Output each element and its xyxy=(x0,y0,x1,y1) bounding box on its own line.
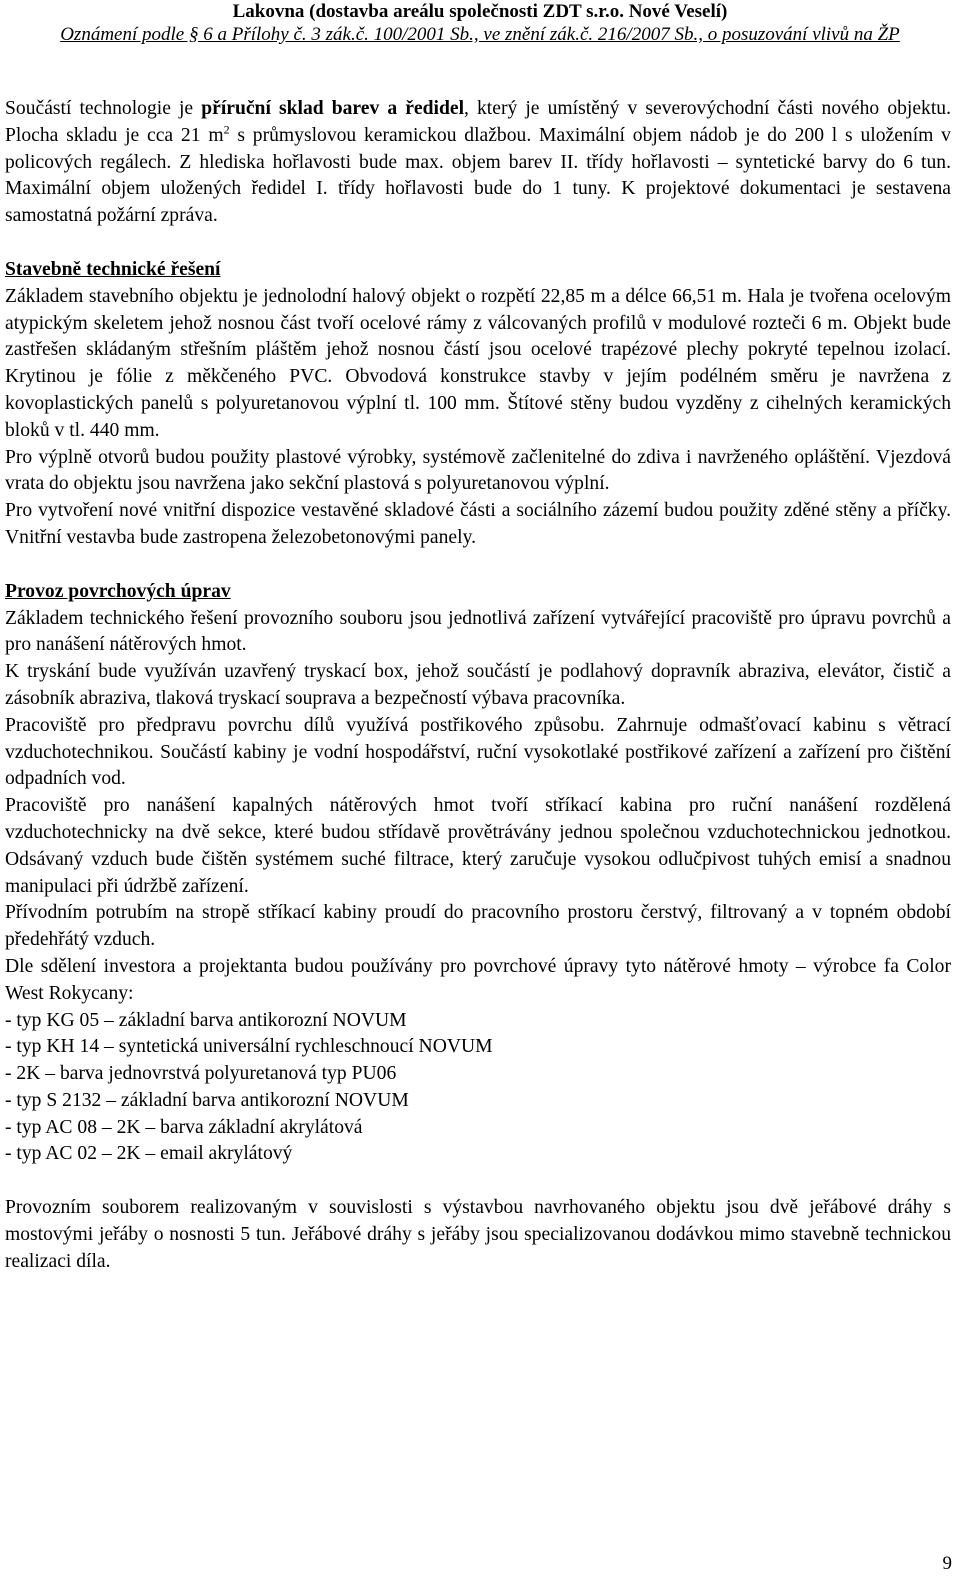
document-subtitle: Oznámení podle § 6 a Přílohy č. 3 zák.č. 100/2001 Sb., ve znění zák.č. 216/2007 Sb., o posuzování vlivů na ŽP xyxy=(60,24,900,45)
paint-list xyxy=(5,1008,951,1169)
section-heading-surface-treatment: Provoz povrchových úprav xyxy=(5,580,231,602)
list-item: - typ AC 08 – 2K – barva základní akrylátová xyxy=(5,1116,363,1138)
list-item: - typ S 2132 – základní barva antikorozní NOVUM xyxy=(5,1089,409,1111)
intro-text-c: s průmyslovou keramickou dlažbou. Maximální objem nádob je do 200 l s uložením v policových regálech. Z hlediska hořlavosti bude max. objem barev II. třídy hořlavosti – syntetické barvy do 6 tun. Maximální objem uložených ředidel I. třídy hořlavosti bude do 1 tuny. K projektové dokumentaci je sestavena samostatná požární zpráva. xyxy=(5,124,951,227)
intro-bold-text: příruční sklad barev a ředidel xyxy=(201,98,465,119)
section1-paragraph: Pro vytvoření nové vnitřní dispozice vestavěné skladové části a sociálního zázemí budou použity zděné stěny a příčky. Vnitřní vestavba bude zastropena železobetonovými panely. xyxy=(5,500,951,548)
list-item: - typ KG 05 – základní barva antikorozní NOVUM xyxy=(5,1009,407,1031)
section1-paragraph: Pro výplně otvorů budou použity plastové výrobky, systémově začlenitelné do zdiva i navrženého opláštění. Vjezdová vrata do objektu jsou navržena jako sekční plastová s polyuretanovou výplní. xyxy=(5,446,951,495)
spacer xyxy=(5,1168,951,1195)
section-heading-construction: Stavebně technické řešení xyxy=(5,258,221,280)
section2-paragraph: Základem technického řešení provozního souboru jsou jednotlivá zařízení vytvářející pracoviště pro úpravu povrchů a pro nanášení nátěrových hmot. xyxy=(5,607,951,656)
document-body xyxy=(5,96,951,1276)
intro-text-a: Součástí technologie je xyxy=(5,98,202,119)
spacer xyxy=(5,230,951,257)
section2-paragraph: Pracoviště pro předpravu povrchu dílů využívá postřikového způsobu. Zahrnuje odmašťovací kabinu s větrací vzduchotechnikou. Součástí kabiny je vodní hospodářství, ruční vysokotlaké postřikové zařízení a zařízení pro čištění odpadních vod. xyxy=(5,714,951,790)
section2-paragraph: Dle sdělení investora a projektanta budou používány pro povrchové úpravy tyto nátěrové hmoty – výrobce fa Color West Rokycany: xyxy=(5,955,951,1004)
list-item: - typ KH 14 – syntetická universální rychleschnoucí NOVUM xyxy=(5,1036,493,1058)
document-title: Lakovna (dostavba areálu společnosti ZDT s.r.o. Nové Veselí) xyxy=(232,1,728,22)
intro-text-b: , který je umístěný v severovýchodní části nového objektu. Plocha skladu je cca 21 m xyxy=(5,98,951,146)
section2-paragraph: Pracoviště pro nanášení kapalných nátěrových hmot tvoří stříkací kabina pro ruční nanášení rozdělená vzduchotechnicky na dvě sekce, které budou střídavě provětrávány jednou společnou vzduchotechnickou jednotkou. Odsávaný vzduch bude čištěn systémem suché filtrace, který zaručuje vysokou odlučpivost tuhých emisí a snadnou manipulaci při údržbě zařízení. xyxy=(5,795,951,897)
section2-paragraph: Přívodním potrubím na stropě stříkací kabiny proudí do pracovního prostoru čerstvý, filtrovaný a v topném období předehřátý vzduch. xyxy=(5,902,951,951)
list-item: - 2K – barva jednovrstvá polyuretanová typ PU06 xyxy=(5,1063,397,1085)
page-header xyxy=(0,0,960,46)
spacer xyxy=(5,552,951,579)
closing-paragraph: Provozním souborem realizovaným v souvislosti s výstavbou navrhovaného objektu jsou dvě jeřábové dráhy s mostovými jeřáby o nosnosti 5 tun. Jeřábové dráhy s jeřáby jsou specializovanou dodávkou mimo stavebně technickou realizaci díla. xyxy=(5,1197,951,1272)
section1-paragraph: Základem stavebního objektu je jednolodní halový objekt o rozpětí 22,85 m a délce 66,51 m. Hala je tvořena ocelovým atypickým skeletem jehož nosnou část tvoří ocelové rámy z válcovaných profilů v modulové rozteči 6 m. Objekt bude zastřešen skládaným střešním pláštěm jehož nosnou částí jsou ocelové trapézové plechy pokryté tepelnou izolací. Krytinou je fólie z měkčeného PVC. Obvodová konstrukce stavby v jejím podélném směru je navržena z kovoplastických panelů s polyuretanovou výplní tl. 100 mm. Štítové stěny budou vyzděny z cihelných keramických bloků v tl. 440 mm. xyxy=(5,285,951,441)
intro-paragraph xyxy=(5,96,951,230)
page-number: 9 xyxy=(942,1553,952,1574)
section2-paragraph: K tryskání bude využíván uzavřený tryskací box, jehož součástí je podlahový dopravník abraziva, elevátor, čistič a zásobník abraziva, tlaková tryskací souprava a bezpečností výbava pracovníka. xyxy=(5,661,951,709)
area-superscript: 2 xyxy=(223,122,230,137)
list-item: - typ AC 02 – 2K – email akrylátový xyxy=(5,1143,293,1165)
